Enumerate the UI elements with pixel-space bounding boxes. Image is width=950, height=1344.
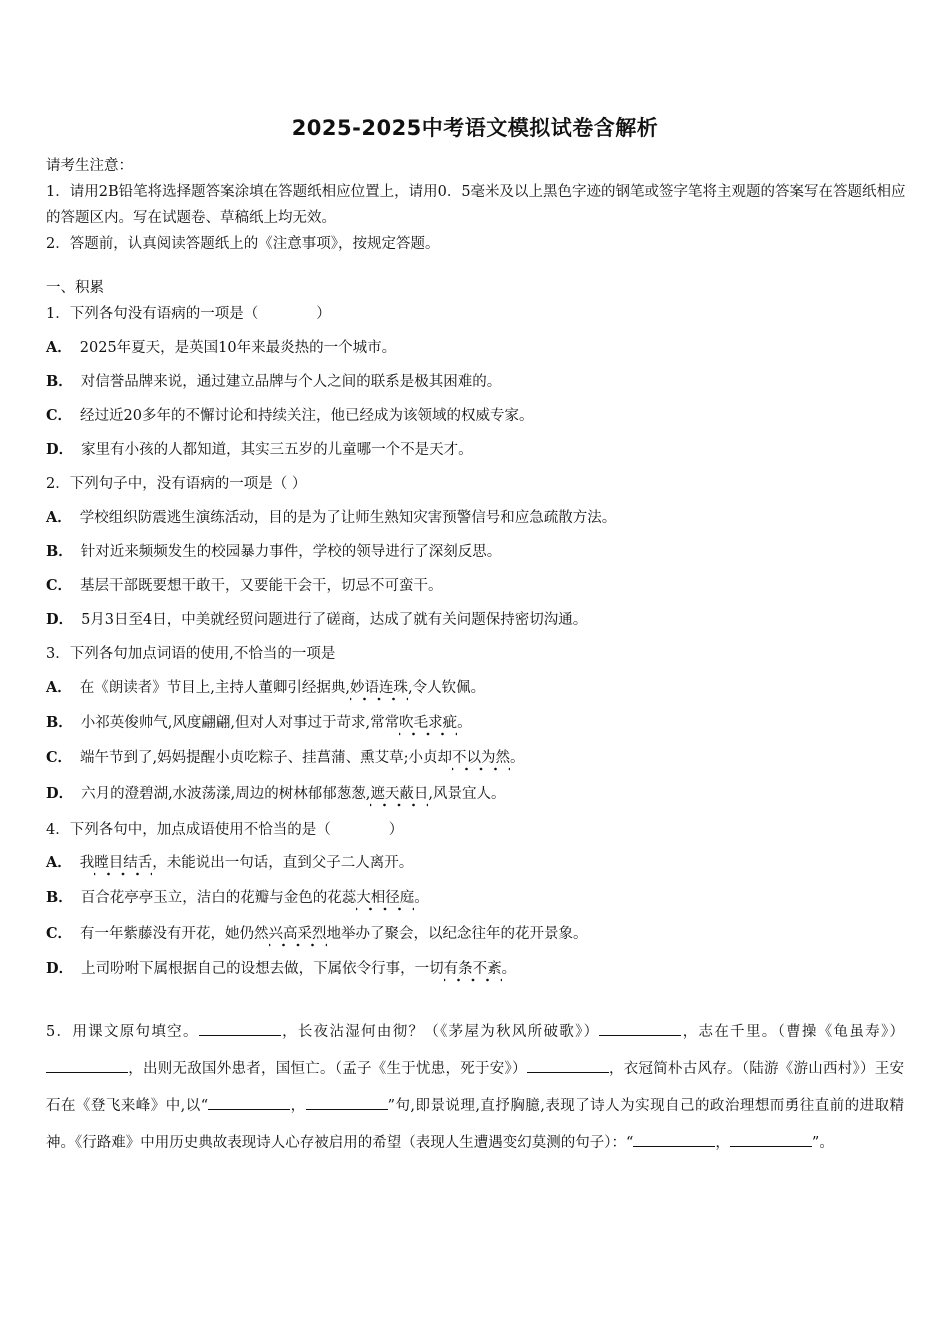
q3-option-c xyxy=(46,746,525,767)
q3-option-a-post: ,令人钦佩。 xyxy=(407,680,486,696)
q4-option-a-post: ，未能说出一句话，直到父子二人离开。 xyxy=(152,855,414,871)
q2-option-c-text: 基层干部既要想干敢干，又要能干会干，切忌不可蛮干。 xyxy=(80,578,443,594)
q3-option-a-dotted-word: 妙语连珠 xyxy=(349,680,408,696)
q5-text: ，长夜沾湿何由彻？（《茅屋为秋风所破歌》） xyxy=(280,1024,600,1040)
option-letter: B． xyxy=(46,373,73,390)
q1-option-c-text: 经过近20多年的不懈讨论和持续关注，他已经成为该领域的权威专家。 xyxy=(80,408,534,424)
notice-block xyxy=(46,153,906,257)
q5-text: ， xyxy=(715,1135,730,1151)
q4-stem: 4．下列各句中，加点成语使用不恰当的是（ ） xyxy=(46,822,404,838)
section-heading: 一、积累 xyxy=(46,280,104,296)
option-letter: D． xyxy=(46,785,74,802)
q4-option-c-pre: 有一年紫藤没有开花，她仍然 xyxy=(80,926,269,942)
q1-option-a xyxy=(46,336,396,357)
option-letter: D． xyxy=(46,611,74,628)
q4-option-b-post: 。 xyxy=(414,890,429,906)
option-letter: A． xyxy=(46,509,72,526)
q2-option-a-text: 学校组织防震逃生演练活动，目的是为了让师生熟知灾害预警信号和应急疏散方法。 xyxy=(79,510,617,526)
q4-option-c xyxy=(46,922,588,943)
q5-text: ，出则无敌国外患者，国恒亡。（孟子《生于忧患，死于安》） xyxy=(128,1061,527,1077)
q2-option-c xyxy=(46,574,443,595)
q4-option-d-pre: 上司吩咐下属根据自己的设想去做，下属依令行事，一切 xyxy=(81,961,444,977)
q3-stem: 3．下列各句加点词语的使用,不恰当的一项是 xyxy=(46,646,336,662)
notice-item-1: 1．请用2B铅笔将选择题答案涂填在答题纸相应位置上，请用0．5毫米及以上黑色字迹的钢笔或签字笔将主观题的答案写在答题纸相应的答题区内。写在试题卷、草稿纸上均无效。 xyxy=(46,184,906,226)
q4-option-c-post: 地举办了聚会，以纪念往年的花开景象。 xyxy=(326,926,588,942)
q4-option-d xyxy=(46,957,516,978)
q2-stem: 2．下列句子中，没有语病的一项是（ ） xyxy=(46,476,307,492)
fill-blank[interactable] xyxy=(208,1095,290,1111)
q3-option-d-dotted-word: 遮天蔽日 xyxy=(370,786,429,802)
option-letter: A． xyxy=(46,339,72,356)
q2-option-b xyxy=(46,540,501,561)
q4-option-b-pre: 百合花亭亭玉立，洁白的花瓣与金色的花蕊 xyxy=(80,890,357,906)
notice-item-2: 2．答题前，认真阅读答题纸上的《注意事项》，按规定答题。 xyxy=(46,236,440,252)
q1-stem: 1．下列各句没有语病的一项是（ ） xyxy=(46,306,331,322)
q4-option-c-dotted-word: 兴高采烈 xyxy=(268,926,327,942)
q2-option-b-text: 针对近来频频发生的校园暴力事件，学校的领导进行了深刻反思。 xyxy=(80,544,502,560)
q5-paragraph xyxy=(46,1014,904,1162)
option-letter: C． xyxy=(46,925,73,942)
q3-option-c-post: 。 xyxy=(510,750,525,766)
q4-option-d-dotted-word: 有条不紊 xyxy=(443,961,502,977)
q4-option-a-pre: 我 xyxy=(79,855,95,871)
q4-option-d-post: 。 xyxy=(501,961,517,977)
fill-blank[interactable] xyxy=(599,1021,681,1037)
q3-option-b xyxy=(46,711,472,732)
q5-text: ， xyxy=(290,1098,306,1114)
option-letter: B． xyxy=(46,889,73,906)
q3-option-a xyxy=(46,676,485,697)
q3-option-c-dotted-word: 不以为然 xyxy=(452,750,511,766)
q4-option-a xyxy=(46,851,413,872)
q1-option-d-text: 家里有小孩的人都知道，其实三五岁的儿童哪一个不是天才。 xyxy=(81,442,473,458)
option-letter: C． xyxy=(46,577,73,594)
q4-option-a-dotted-word: 瞠目结舌 xyxy=(94,855,153,871)
option-letter: D． xyxy=(46,441,74,458)
option-letter: A． xyxy=(46,679,72,696)
q4-option-b-dotted-word: 大相径庭 xyxy=(356,890,415,906)
option-letter: B． xyxy=(46,543,73,560)
q2-option-d xyxy=(46,608,587,629)
q5-text: 5．用课文原句填空。 xyxy=(46,1024,199,1040)
q3-option-b-post: 。 xyxy=(457,715,472,731)
fill-blank[interactable] xyxy=(527,1058,609,1074)
q5-text: ”句,即景说理,直抒胸臆,表现了诗人为实现自己的政治理想而勇往直前的进取精神。《行路难》中用历史典故表现诗人心存被启用的希望（表现人生遭遇变幻莫测的句子）：“ xyxy=(46,1098,904,1151)
q3-option-d-post: ,风景宜人。 xyxy=(428,786,506,802)
q3-option-b-dotted-word: 吹毛求疵 xyxy=(399,715,458,731)
option-letter: C． xyxy=(46,749,73,766)
q1-option-b xyxy=(46,370,501,391)
option-letter: A． xyxy=(46,854,72,871)
fill-blank[interactable] xyxy=(633,1132,715,1148)
q1-option-c xyxy=(46,404,534,425)
page-title: 2025-2025中考语文模拟试卷含解析 xyxy=(291,116,659,140)
q5-text: ，衣冠简朴古风存。（陆游《游山西村》）王安石在《登飞来峰》中,以“ xyxy=(46,1061,904,1114)
q3-option-d xyxy=(46,782,506,803)
q5-text: ，志在千里。（曹操《龟虽寿》） xyxy=(681,1024,905,1040)
option-letter: D． xyxy=(46,960,74,977)
q3-option-b-pre: 小祁英俊帅气,风度翩翩,但对人对事过于苛求,常常 xyxy=(80,715,400,731)
q3-option-c-pre: 端午节到了,妈妈提醒小贞吃粽子、挂菖蒲、熏艾草;小贞却 xyxy=(80,750,453,766)
fill-blank[interactable] xyxy=(306,1095,388,1111)
fill-blank[interactable] xyxy=(730,1132,812,1148)
q2-option-a xyxy=(46,506,616,527)
q3-option-a-pre: 在《朗读者》节目上,主持人董卿引经据典, xyxy=(79,680,350,696)
option-letter: B． xyxy=(46,714,73,731)
q1-option-a-text: 2025年夏天，是英国10年来最炎热的一个城市。 xyxy=(79,340,397,356)
q2-option-d-text: 5月3日至4日，中美就经贸问题进行了磋商，达成了就有关问题保持密切沟通。 xyxy=(81,612,588,628)
fill-blank[interactable] xyxy=(46,1058,128,1074)
q3-option-d-pre: 六月的澄碧湖,水波荡漾,周边的树林郁郁葱葱, xyxy=(81,786,371,802)
fill-blank[interactable] xyxy=(199,1021,281,1037)
q1-option-d xyxy=(46,438,473,459)
q5-text: ”。 xyxy=(811,1135,834,1151)
option-letter: C． xyxy=(46,407,73,424)
q4-option-b xyxy=(46,886,429,907)
q1-option-b-text: 对信誉品牌来说，通过建立品牌与个人之间的联系是极其困难的。 xyxy=(80,374,502,390)
notice-heading: 请考生注意： xyxy=(46,158,133,174)
